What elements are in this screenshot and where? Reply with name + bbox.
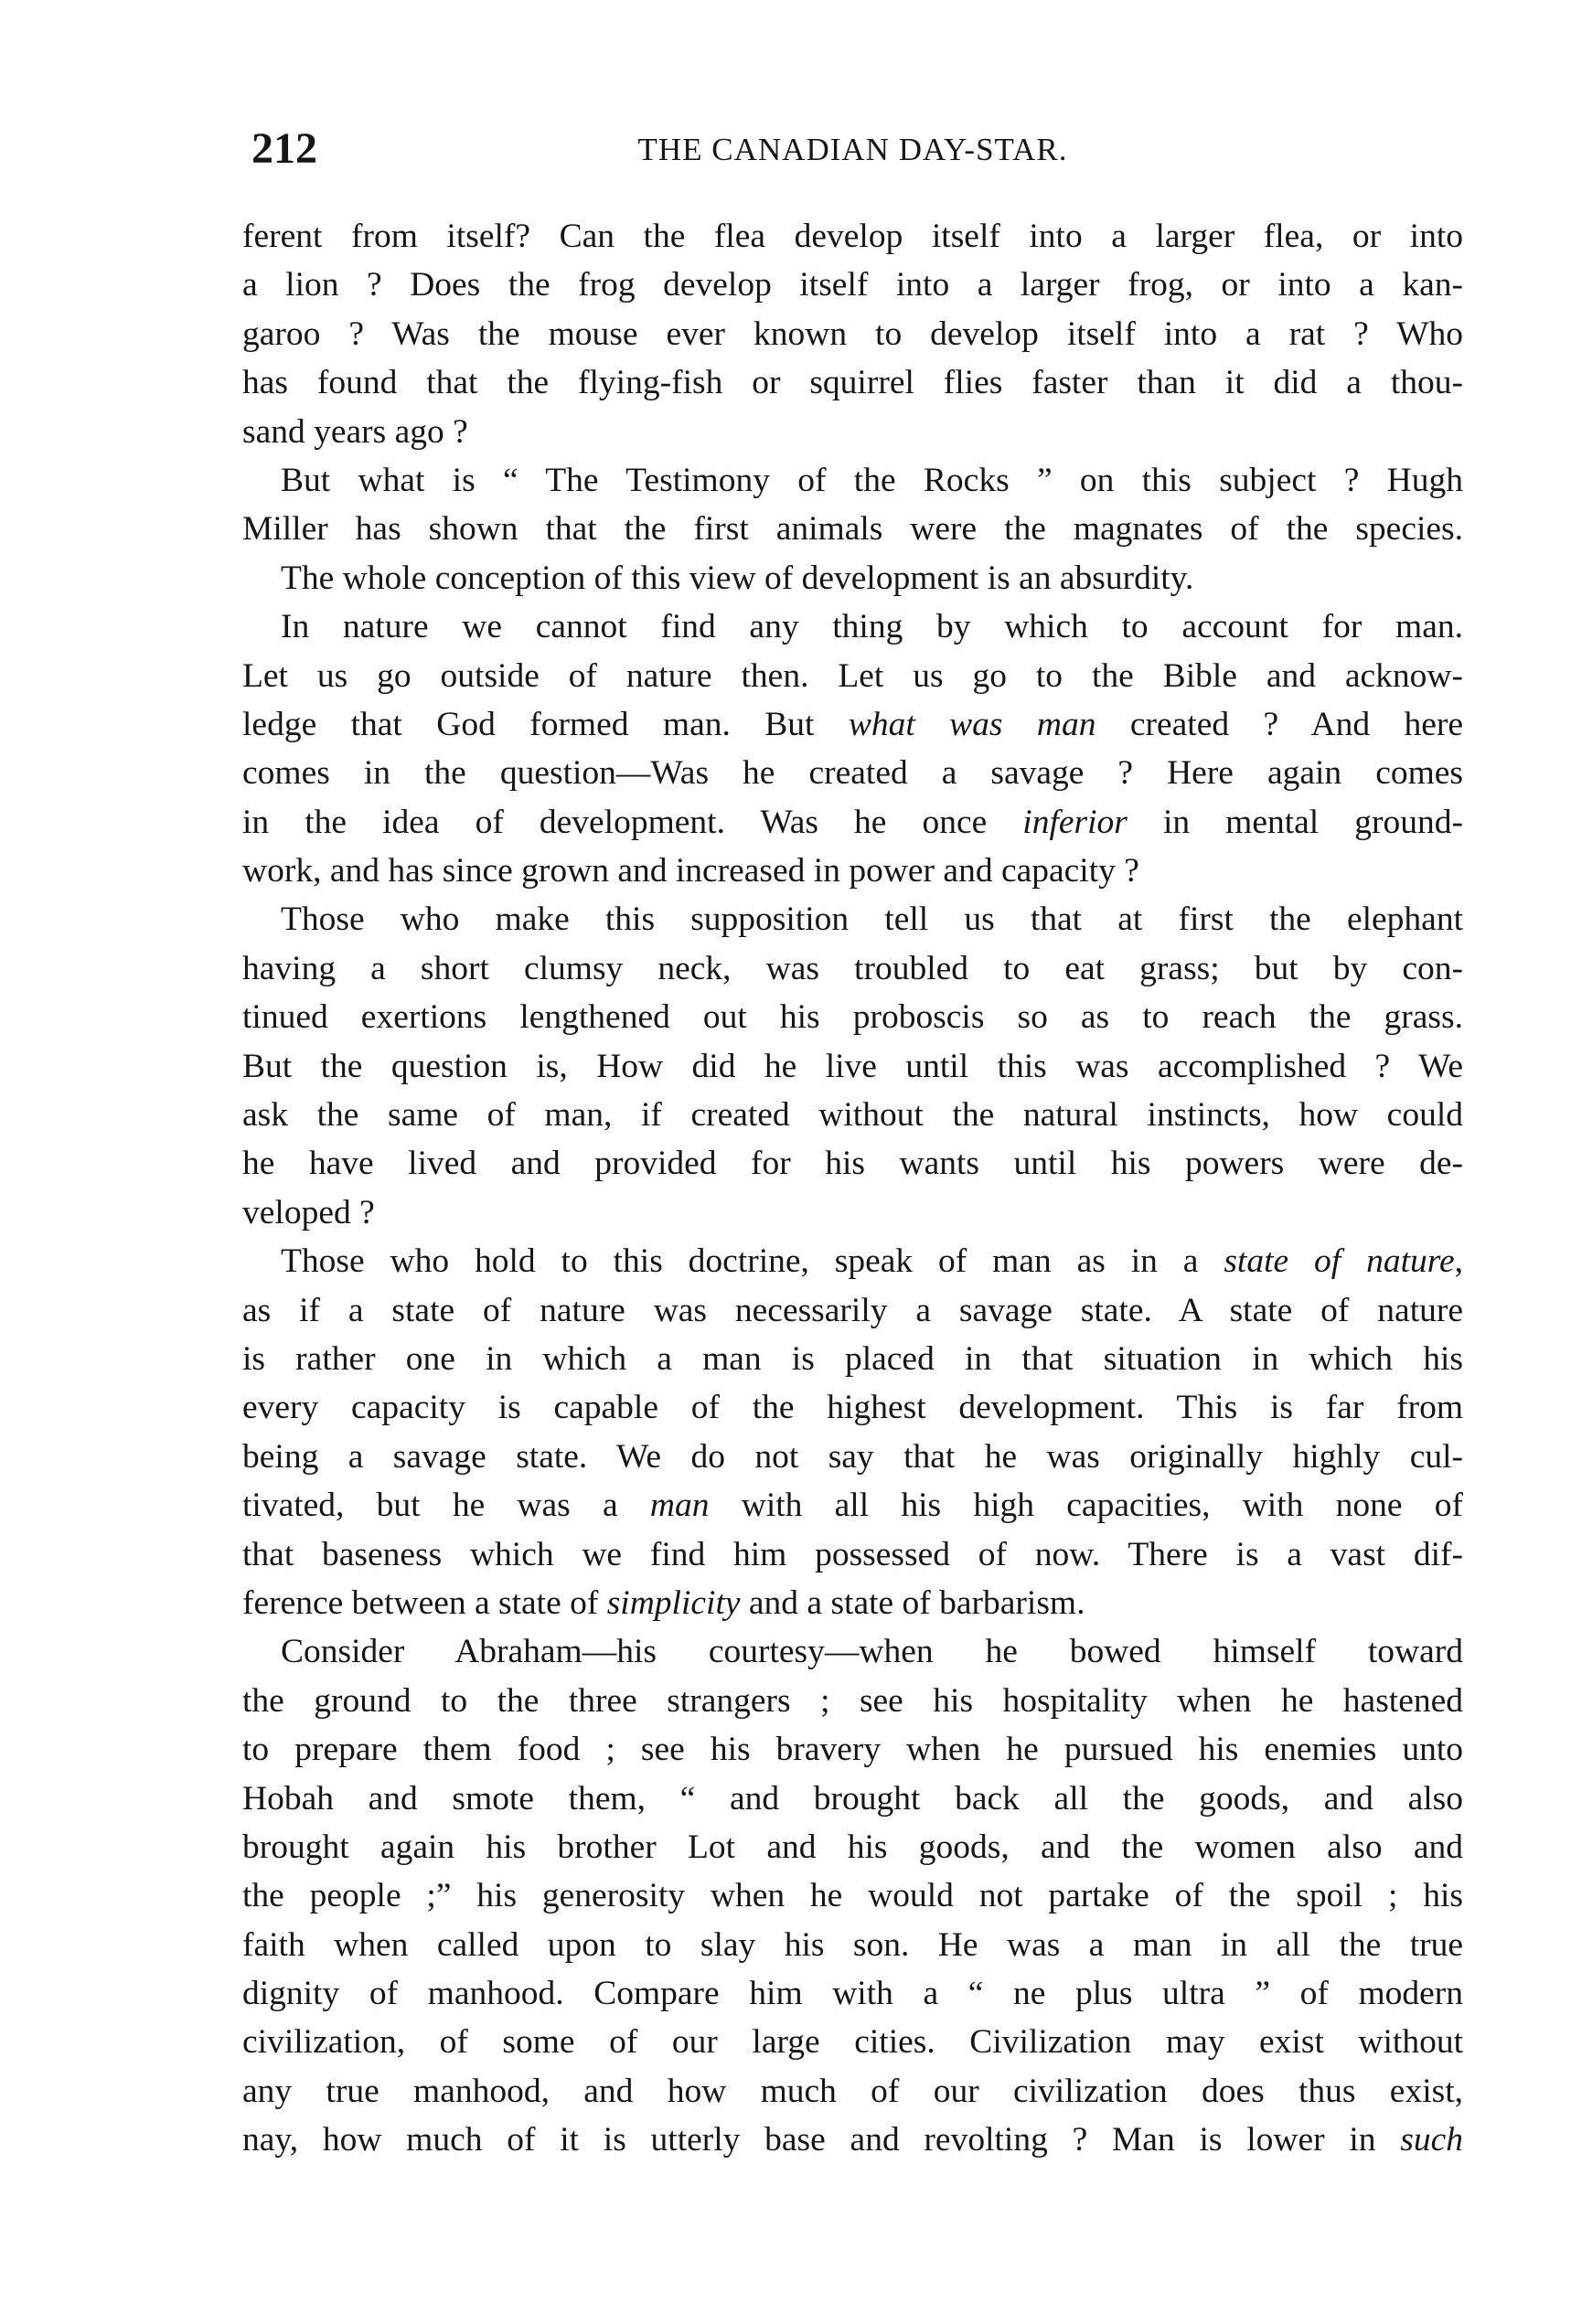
italic-text: state of nature <box>1224 1242 1455 1281</box>
text-line: any true manhood, and how much of our civilization does thus exist, <box>242 2072 1463 2110</box>
paragraph-start: Those who make this supposition tell us that at first the elephant <box>281 901 1463 939</box>
running-head: THE CANADIAN DAY-STAR. <box>637 132 1068 167</box>
text-line: that baseness which we find him possessed of now. There is a vast dif- <box>242 1535 1463 1573</box>
text-line: a lion ? Does the frog develop itself into a larger frog, or into a kan- <box>242 266 1463 304</box>
text-line: Miller has shown that the first animals were the magnates of the species. <box>242 510 1463 549</box>
italic-text: such <box>1400 2121 1463 2159</box>
body-text <box>242 212 1463 2165</box>
text-line: garoo ? Was the mouse ever known to develop itself into a rat ? Who <box>242 314 1463 353</box>
text-line: he have lived and provided for his wants until his powers were de- <box>242 1145 1463 1183</box>
page-header <box>242 117 1463 181</box>
text-line: tinued exertions lengthened out his proboscis so as to reach the grass. <box>242 998 1463 1037</box>
italic-text: simplicity <box>606 1583 741 1622</box>
text-line: civilization, of some of our large cities. Civilization may exist without <box>242 2023 1463 2062</box>
text-line: Hobah and smote them, “ and brought back all the goods, and also <box>242 1779 1463 1818</box>
paragraph-start: In nature we cannot find any thing by which to account for man. <box>281 608 1463 646</box>
text-line: But the question is, How did he live until this was accomplished ? We <box>242 1047 1463 1085</box>
text-line: the people ;” his generosity when he would not partake of the spoil ; his <box>242 1877 1463 1915</box>
text-line: ference between a state of simplicity and a state of barbarism. <box>242 1583 1085 1622</box>
text-line: dignity of manhood. Compare him with a “ ne plus ultra ” of modern <box>242 1975 1463 2013</box>
text-line: comes in the question—Was he created a savage ? Here again comes <box>242 754 1463 793</box>
text-line: as if a state of nature was necessarily a savage state. A state of nature <box>242 1291 1463 1329</box>
text-line: to prepare them food ; see his bravery when he pursued his enemies unto <box>242 1731 1463 1769</box>
text-line: work, and has since grown and increased in power and capacity ? <box>242 852 1139 890</box>
italic-text: what was man <box>848 705 1096 743</box>
text-line: has found that the flying-fish or squirrel flies faster than it did a thou- <box>242 364 1463 402</box>
text-line: having a short clumsy neck, was troubled to eat grass; but by con- <box>242 949 1463 987</box>
paragraph-start: Consider Abraham—his courtesy—when he bowed himself toward <box>281 1633 1463 1671</box>
text-line: Let us go outside of nature then. Let us go to the Bible and acknow- <box>242 656 1463 695</box>
italic-text: man <box>649 1487 710 1525</box>
text-line: the ground to the three strangers ; see his hospitality when he hastened <box>242 1681 1463 1720</box>
text-line: sand years ago ? <box>242 412 468 451</box>
paragraph-start: Those who hold to this doctrine, speak of man as in a state of nature, <box>281 1242 1463 1281</box>
text-line: every capacity is capable of the highest development. This is far from <box>242 1389 1463 1427</box>
text-line: in the idea of development. Was he once inferior in mental ground- <box>242 803 1463 841</box>
page-number: 212 <box>251 124 317 173</box>
paragraph-start: But what is “ The Testimony of the Rocks ” on this subject ? Hugh <box>281 461 1463 499</box>
text-line: faith when called upon to slay his son. He was a man in all the true <box>242 1925 1463 1964</box>
text-line: being a savage state. We do not say that he was originally highly cul- <box>242 1437 1463 1476</box>
paragraph-start: The whole conception of this view of development is an absurdity. <box>281 559 1194 597</box>
text-line: tivated, but he was a man with all his high capacities, with none of <box>242 1487 1463 1525</box>
italic-text: inferior <box>1022 803 1127 841</box>
text-line: nay, how much of it is utterly base and revolting ? Man is lower in such <box>242 2121 1463 2159</box>
text-line: veloped ? <box>242 1193 375 1231</box>
text-line: ferent from itself? Can the flea develop itself into a larger flea, or into <box>242 218 1463 255</box>
text-line: brought again his brother Lot and his goods, and the women also and <box>242 1828 1463 1866</box>
text-line: is rather one in which a man is placed in that situation in which his <box>242 1339 1463 1378</box>
text-line: ask the same of man, if created without the natural instincts, how could <box>242 1096 1463 1135</box>
text-line: ledge that God formed man. But what was man created ? And here <box>242 705 1463 743</box>
